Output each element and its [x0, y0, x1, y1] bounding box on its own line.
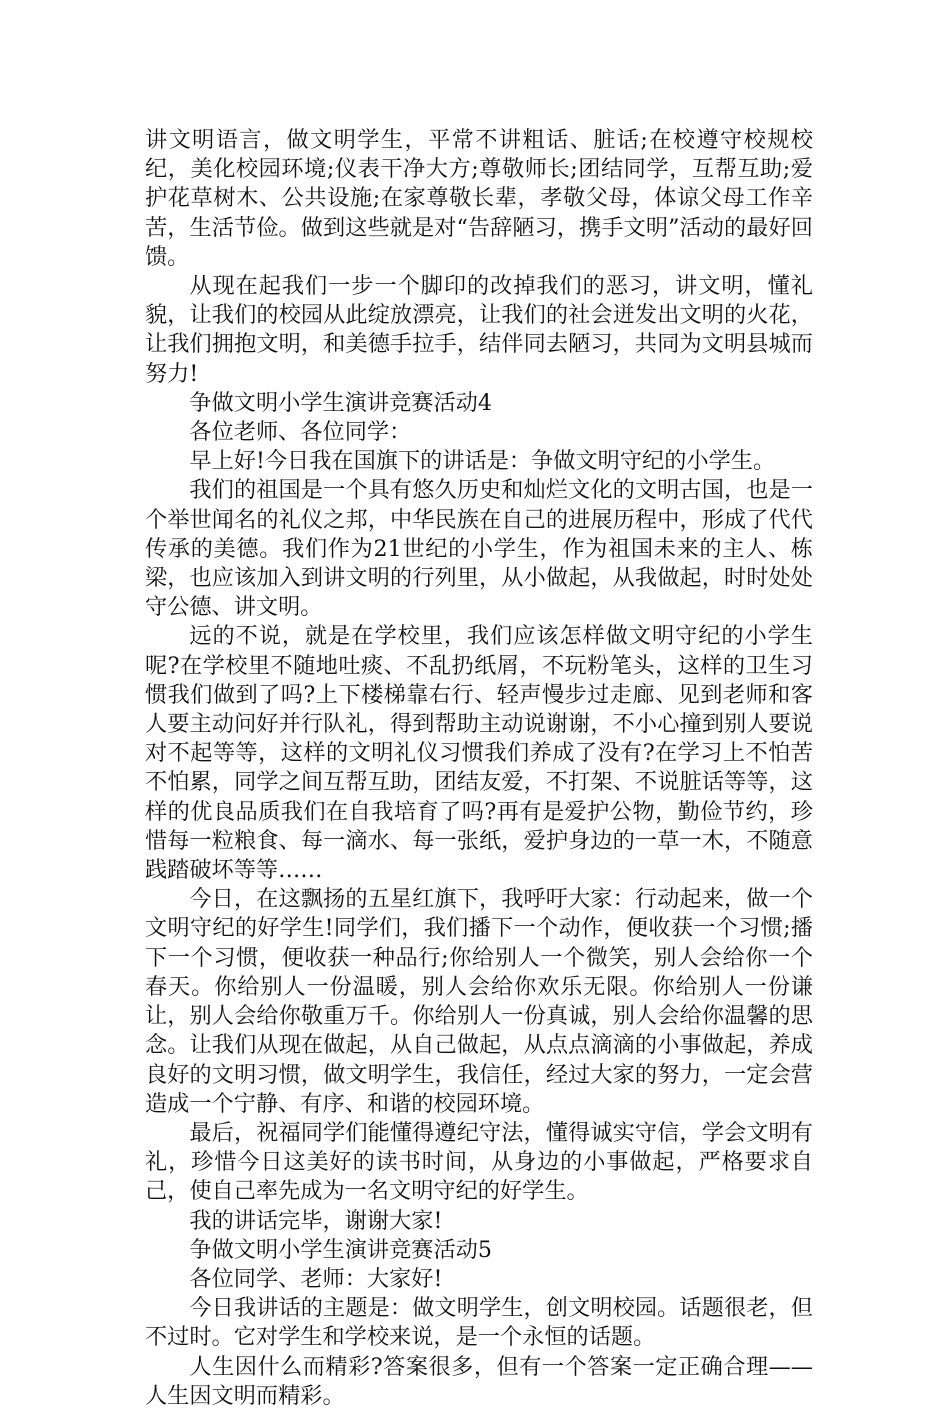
document-page: [145, 126, 813, 1411]
paragraph-life-wonderful: 人生因什么而精彩?答案很多，但有一个答案一定正确合理——人生因文明而精彩。: [145, 1353, 813, 1409]
paragraph-closing-wish: 最后，祝福同学们能懂得遵纪守法，懂得诚实守信，学会文明有礼，珍惜今日这美好的读书时间，从身边的小事做起，严格要求自己，使自己率先成为一名文明守纪的好学生。: [145, 1119, 813, 1205]
speech-title-4: 争做文明小学生演讲竞赛活动4: [189, 389, 492, 416]
paragraph-call-to-action: 今日，在这飘扬的五星红旗下，我呼吁大家：行动起来，做一个文明守纪的好学生!同学们，我们播下一个动作，便收获一个习惯;播下一个习惯，便收获一种品行;你给别人一个微笑，别人会给你一个春天。你给别人一份温暖，别人会给你欢乐无限。你给别人一份谦让，别人会给你敬重万千。你给别人一份真诚，别人会给你温馨的思念。让我们从现在做起，从自己做起，从点点滴滴的小事做起，养成良好的文明习惯，做文明学生，我信任，经过大家的努力，一定会营造成一个宁静、有序、和谐的校园环境。: [145, 886, 813, 1117]
greeting-students-teachers: 各位同学、老师：大家好!: [189, 1265, 443, 1292]
paragraph-speech-end: 我的讲话完毕，谢谢大家!: [189, 1207, 443, 1234]
paragraph-civility-behaviors: 讲文明语言，做文明学生，平常不讲粗话、脏话;在校遵守校规校纪，美化校园环境;仪表干净大方;尊敬师长;团结同学，互帮互助;爱护花草树木、公共设施;在家尊敬长辈，孝敬父母，体谅父母工作辛苦，生活节俭。做到这些就是对“告辞陋习，携手文明”活动的最好回馈。: [145, 127, 813, 270]
paragraph-motherland: 我们的祖国是一个具有悠久历史和灿烂文化的文明古国，也是一个举世闻名的礼仪之邦，中华民族在自己的进展历程中，形成了代代传承的美德。我们作为21世纪的小学生，作为祖国未来的主人、栋梁，也应该加入到讲文明的行列里，从小做起，从我做起，时时处处守公德、讲文明。: [145, 477, 813, 621]
paragraph-at-school: 远的不说，就是在学校里，我们应该怎样做文明守纪的小学生呢?在学校里不随地吐痰、不乱扔纸屑，不玩粉笔头，这样的卫生习惯我们做到了吗?上下楼梯靠右行、轻声慢步过走廊、见到老师和客人要主动问好并行队礼，得到帮助主动说谢谢，不小心撞到别人要说对不起等等，这样的文明礼仪习惯我们养成了没有?在学习上不怕苦不怕累，同学之间互帮互助，团结友爱，不打架、不说脏话等等，这样的优良品质我们在自我培育了吗?再有是爱护公物，勤俭节约，珍惜每一粒粮食、每一滴水、每一张纸，爱护身边的一草一木，不随意践踏破坏等等……: [145, 623, 813, 884]
greeting-teachers-students: 各位老师、各位同学：: [189, 419, 412, 446]
paragraph-from-now-on: 从现在起我们一步一个脚印的改掉我们的恶习，讲文明，懂礼貌，让我们的校园从此绽放漂亮，让我们的社会迸发出文明的火花，让我们拥抱文明，和美德手拉手，结伴同去陋习，共同为文明县城而努力!: [145, 273, 813, 387]
speech-title-5: 争做文明小学生演讲竞赛活动5: [189, 1236, 492, 1263]
paragraph-topic: 今日我讲话的主题是：做文明学生，创文明校园。话题很老，但不过时。它对学生和学校来说，是一个永恒的话题。: [145, 1295, 813, 1351]
paragraph-good-morning: 早上好!今日我在国旗下的讲话是：争做文明守纪的小学生。: [189, 448, 776, 475]
